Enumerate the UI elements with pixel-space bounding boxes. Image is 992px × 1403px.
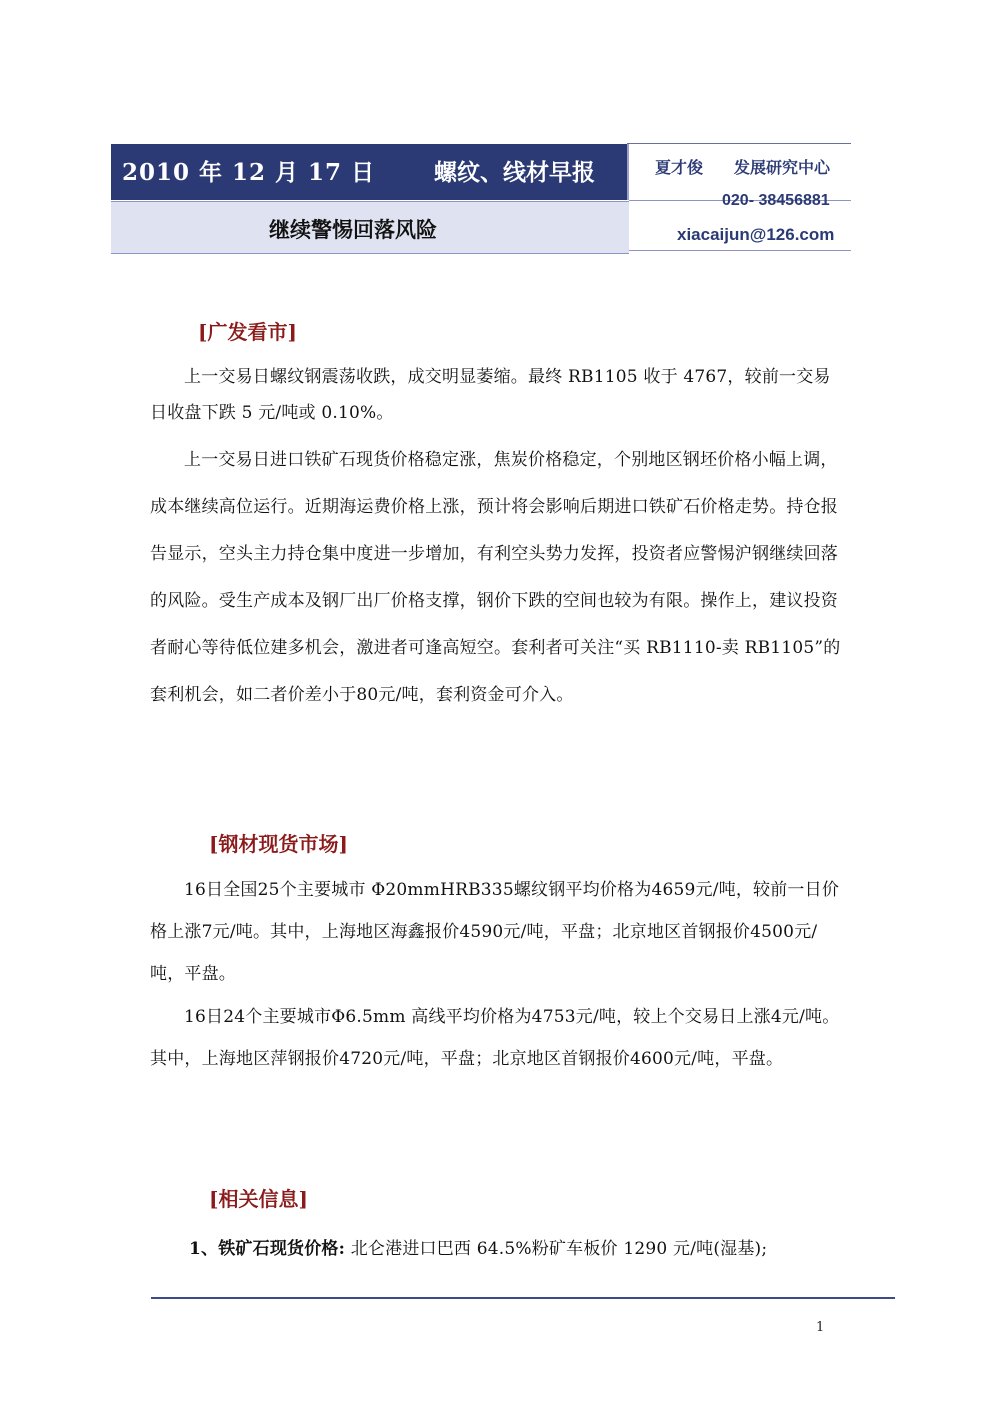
market-view-paragraph-1: 上一交易日螺纹钢震荡收跌，成交明显萎缩。最终 RB1105 收于 4767，较前一交易日收盘下跌 5 元/吨或 0.10%。	[150, 367, 831, 423]
section-title-related-info: [相关信息]	[209, 1187, 308, 1211]
page-number: 1	[816, 1320, 825, 1335]
author-email: xiacaijun@126.com	[677, 225, 835, 244]
footer-rule	[151, 1297, 895, 1299]
author-name: 夏才俊	[655, 158, 704, 177]
report-name: 螺纹、线材早报	[434, 159, 595, 186]
section-title-spot-market: [钢材现货市场]	[209, 832, 348, 856]
header-top-rule	[627, 143, 851, 144]
related-info-item-1-lead: 1、铁矿石现货价格:	[189, 1239, 346, 1259]
header-bottom-rule	[629, 250, 851, 251]
spot-market-paragraph-1: 16日全国25个主要城市 Φ20mmHRB335螺纹钢平均价格为4659元/吨，较前一日价格上涨7元/吨。其中，上海地区海鑫报价4590元/吨，平盘；北京地区首钢报价4500元/吨，平盘。	[150, 880, 840, 984]
report-subtitle: 继续警惕回落风险	[269, 217, 437, 242]
report-date: 2010 年 12 月 17 日	[122, 159, 376, 186]
author-phone: 020- 38456881	[722, 192, 830, 209]
related-info-item-1-text: 北仑港进口巴西 64.5%粉矿车板价 1290 元/吨(湿基);	[345, 1239, 768, 1259]
market-view-paragraph-2: 上一交易日进口铁矿石现货价格稳定涨，焦炭价格稳定，个别地区钢坯价格小幅上调，成本继续高位运行。近期海运费价格上涨，预计将会影响后期进口铁矿石价格走势。持仓报告显示，空头主力持仓集中度进一步增加，有利空头势力发挥，投资者应警惕沪钢继续回落的风险。受生产成本及钢厂出厂价格支撑，钢价下跌的空间也较为有限。操作上，建议投资者耐心等待低位建多机会，激进者可逢高短空。套利者可关注“买 RB1110-卖 RB1105”的套利机会，如二者价差小于80元/吨，套利资金可介入。	[150, 450, 841, 705]
section-title-market-view: [广发看市]	[198, 320, 297, 344]
author-department: 发展研究中心	[734, 158, 831, 177]
spot-market-paragraph-2: 16日24个主要城市Φ6.5mm 高线平均价格为4753元/吨，较上个交易日上涨4元/吨。其中，上海地区萍钢报价4720元/吨，平盘；北京地区首钢报价4600元/吨，平盘。	[150, 1007, 840, 1069]
related-info-item-1	[189, 1234, 881, 1259]
